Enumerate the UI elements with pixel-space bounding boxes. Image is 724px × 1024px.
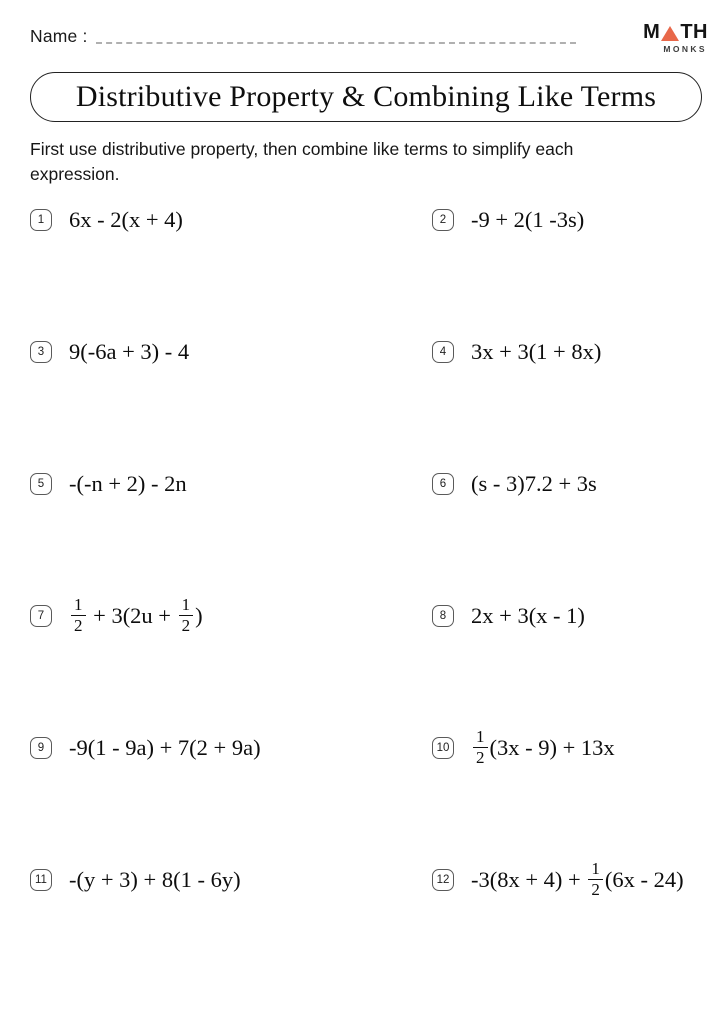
problem-row bbox=[30, 588, 710, 644]
problem-expression bbox=[471, 471, 597, 497]
problem-row bbox=[30, 720, 710, 776]
problem-row bbox=[30, 456, 710, 512]
expression-text: -(-n + 2) - 2n bbox=[69, 470, 187, 496]
fraction-denominator: 2 bbox=[181, 616, 191, 636]
problem-row bbox=[30, 852, 710, 908]
header-row bbox=[30, 22, 710, 58]
fraction-numerator: 1 bbox=[473, 728, 488, 748]
problem-expression bbox=[69, 471, 187, 497]
problem-cell bbox=[30, 192, 432, 248]
problem-expression bbox=[471, 860, 684, 899]
worksheet-title: Distributive Property & Combining Like Terms bbox=[75, 80, 657, 113]
problem-expression bbox=[69, 596, 203, 635]
instructions bbox=[30, 137, 702, 188]
problem-number-badge: 1 bbox=[30, 209, 52, 231]
expression-text: ) bbox=[195, 602, 203, 628]
name-label: Name : bbox=[30, 26, 88, 46]
problem-number-badge: 8 bbox=[432, 605, 454, 627]
logo-math-text bbox=[643, 22, 708, 42]
problem-number-badge: 11 bbox=[30, 869, 52, 891]
problem-expression bbox=[69, 207, 183, 233]
fraction-numerator: 1 bbox=[588, 860, 603, 880]
problems-grid bbox=[30, 192, 710, 908]
fraction bbox=[588, 860, 603, 899]
problem-cell bbox=[30, 324, 432, 380]
problem-row bbox=[30, 192, 710, 248]
problem-cell bbox=[30, 588, 432, 644]
expression-text: -9(1 - 9a) + 7(2 + 9a) bbox=[69, 734, 261, 760]
fraction-numerator: 1 bbox=[179, 596, 194, 616]
problem-cell bbox=[432, 324, 710, 380]
math-monks-logo bbox=[643, 22, 708, 54]
problem-number-badge: 5 bbox=[30, 473, 52, 495]
name-fill-line bbox=[96, 42, 576, 44]
expression-text: 3x + 3(1 + 8x) bbox=[471, 338, 602, 364]
expression-text: 6x - 2(x + 4) bbox=[69, 206, 183, 232]
problem-cell bbox=[30, 720, 432, 776]
fraction bbox=[473, 728, 488, 767]
instructions-line-1: First use distributive property, then combine like terms to simplify each bbox=[30, 139, 574, 159]
instructions-line-2: expression. bbox=[30, 164, 120, 185]
problem-expression bbox=[471, 339, 601, 365]
expression-text: 2x + 3(x - 1) bbox=[471, 602, 585, 628]
problem-cell bbox=[432, 720, 710, 776]
problem-expression bbox=[471, 603, 585, 629]
name-field-group bbox=[30, 22, 643, 47]
problem-expression bbox=[471, 207, 584, 233]
expression-text: + 3(2u + bbox=[87, 602, 177, 628]
problem-number-badge: 2 bbox=[432, 209, 454, 231]
expression-text: -(y + 3) + 8(1 - 6y) bbox=[69, 866, 241, 892]
expression-text: (6x - 24) bbox=[604, 866, 684, 892]
problem-number-badge: 10 bbox=[432, 737, 454, 759]
problem-expression bbox=[69, 735, 261, 761]
problem-cell bbox=[30, 456, 432, 512]
worksheet-title-box bbox=[30, 72, 702, 122]
fraction-denominator: 2 bbox=[74, 616, 83, 636]
expression-text: -3(8x + 4) + bbox=[471, 866, 587, 892]
problem-cell bbox=[432, 588, 710, 644]
problem-number-badge: 9 bbox=[30, 737, 52, 759]
problem-cell bbox=[432, 852, 710, 908]
fraction bbox=[71, 596, 86, 635]
problem-row bbox=[30, 324, 710, 380]
problem-expression bbox=[69, 339, 189, 365]
problem-number-badge: 6 bbox=[432, 473, 454, 495]
fraction-denominator: 2 bbox=[591, 880, 600, 900]
problem-number-badge: 7 bbox=[30, 605, 52, 627]
expression-text: (s - 3)7.2 + 3s bbox=[471, 470, 597, 496]
problem-expression bbox=[69, 867, 241, 893]
fraction-denominator: 2 bbox=[476, 748, 485, 768]
problem-expression bbox=[471, 728, 615, 767]
expression-text: (3x - 9) + 13x bbox=[489, 734, 615, 760]
problem-cell bbox=[432, 192, 710, 248]
problem-cell bbox=[432, 456, 710, 512]
logo-monks-text: MONKS bbox=[663, 44, 707, 54]
problem-number-badge: 12 bbox=[432, 869, 454, 891]
problem-cell bbox=[30, 852, 432, 908]
logo-letter-m: M bbox=[643, 21, 661, 43]
fraction-numerator: 1 bbox=[71, 596, 86, 616]
expression-text: -9 + 2(1 -3s) bbox=[471, 206, 585, 232]
logo-triangle-icon bbox=[661, 26, 679, 41]
expression-text: 9(-6a + 3) - 4 bbox=[69, 338, 190, 364]
logo-letters-th: TH bbox=[680, 21, 708, 43]
problem-number-badge: 3 bbox=[30, 341, 52, 363]
fraction bbox=[179, 596, 194, 635]
problem-number-badge: 4 bbox=[432, 341, 454, 363]
